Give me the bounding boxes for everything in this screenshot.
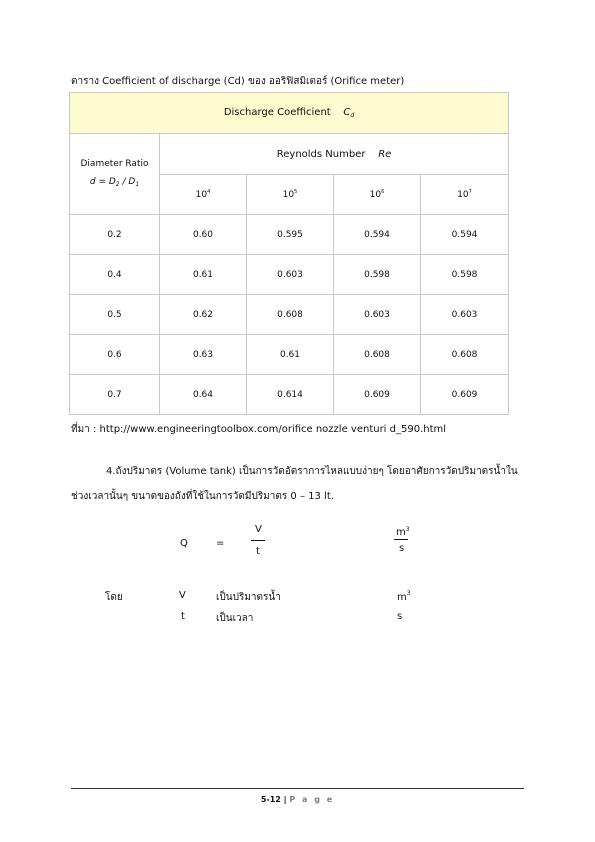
reynolds-label: Reynolds Number <box>276 148 366 160</box>
def-description: เป็นปริมาตรน้ำ <box>216 592 281 603</box>
table-cell: 0.6 <box>70 335 160 375</box>
table-cell: 0.7 <box>70 375 160 415</box>
table-cell: 0.594 <box>421 215 509 255</box>
def-description: เป็นเวลา <box>216 613 254 624</box>
def-symbol: t <box>181 611 185 622</box>
unit-denominator: s <box>399 543 405 554</box>
equation-denominator: t <box>256 546 260 557</box>
table-cell: 0.61 <box>160 255 247 295</box>
table-row <box>70 295 509 335</box>
source-note: ที่มา : http://www.engineeringtoolbox.com/orifice nozzle venturi d_590.html <box>71 424 447 435</box>
table-cell: 0.598 <box>421 255 509 295</box>
table-cell: 0.603 <box>334 295 421 335</box>
equation-fraction-line <box>251 540 265 541</box>
cd-symbol: $C_d$ <box>343 107 355 119</box>
re-exp-cell: $10^7$ <box>421 175 509 215</box>
page-label: P a g e <box>289 795 335 804</box>
table-title: Discharge Coefficient <box>223 107 331 118</box>
footer-divider <box>71 788 524 789</box>
table-row <box>70 375 509 415</box>
def-unit: s <box>397 611 403 622</box>
table-cell: 0.61 <box>247 335 334 375</box>
table-cell: 0.595 <box>247 215 334 255</box>
paragraph-line-1: 4.ถังปริมาตร (Volume tank) เป็นการวัดอัตราการไหลแบบง่ายๆ โดยอาศัยการวัดปริมาตรน้ำใน <box>106 466 518 477</box>
table-cell: 0.62 <box>160 295 247 335</box>
equation-lhs: Q <box>180 538 188 549</box>
table-cell: 0.608 <box>334 335 421 375</box>
paragraph-line-2: ช่วงเวลานั้นๆ ขนาดของถังที่ใช้ในการวัดมีปริมาตร 0 – 13 lt. <box>71 491 334 502</box>
table-cell: 0.614 <box>247 375 334 415</box>
table-cell: 0.609 <box>334 375 421 415</box>
defs-label: โดย <box>105 592 123 603</box>
table-row <box>70 215 509 255</box>
unit-fraction-line <box>394 539 408 540</box>
table-cell: 0.63 <box>160 335 247 375</box>
table-cell: 0.2 <box>70 215 160 255</box>
re-exp-cell: $10^6$ <box>334 175 421 215</box>
table-title-cell <box>70 93 509 134</box>
table-cell: 0.609 <box>421 375 509 415</box>
reynolds-symbol: Re <box>378 148 392 160</box>
table-cell: 0.5 <box>70 295 160 335</box>
discharge-coefficient-table <box>69 92 509 415</box>
unit-numerator: $m^3$ <box>396 526 410 538</box>
table-row <box>70 255 509 295</box>
table-cell: 0.598 <box>334 255 421 295</box>
reynolds-number-header <box>160 134 509 175</box>
table-cell: 0.608 <box>247 295 334 335</box>
equation-equals: = <box>216 538 225 549</box>
table-cell: 0.4 <box>70 255 160 295</box>
diameter-ratio-header <box>70 134 160 215</box>
diameter-ratio-label: Diameter Ratio <box>80 158 149 169</box>
table-cell: 0.603 <box>247 255 334 295</box>
table-cell: 0.603 <box>421 295 509 335</box>
def-unit: $m^3$ <box>397 590 411 603</box>
page-footer <box>0 795 595 804</box>
table-caption: ตาราง Coefficient of discharge (Cd) ของ ออริฟิสมิเตอร์ (Orifice meter) <box>71 76 405 87</box>
re-exp-cell: $10^4$ <box>160 175 247 215</box>
diameter-ratio-formula: $d = D_2 / D_1$ <box>89 176 140 188</box>
equation-numerator: V <box>255 524 262 535</box>
page-number: 5-12 <box>260 795 281 804</box>
def-symbol: V <box>179 590 186 601</box>
footer-separator: | <box>280 795 290 804</box>
table-row <box>70 335 509 375</box>
re-exp-cell: $10^5$ <box>247 175 334 215</box>
table-cell: 0.594 <box>334 215 421 255</box>
table-cell: 0.64 <box>160 375 247 415</box>
table-cell: 0.608 <box>421 335 509 375</box>
table-cell: 0.60 <box>160 215 247 255</box>
